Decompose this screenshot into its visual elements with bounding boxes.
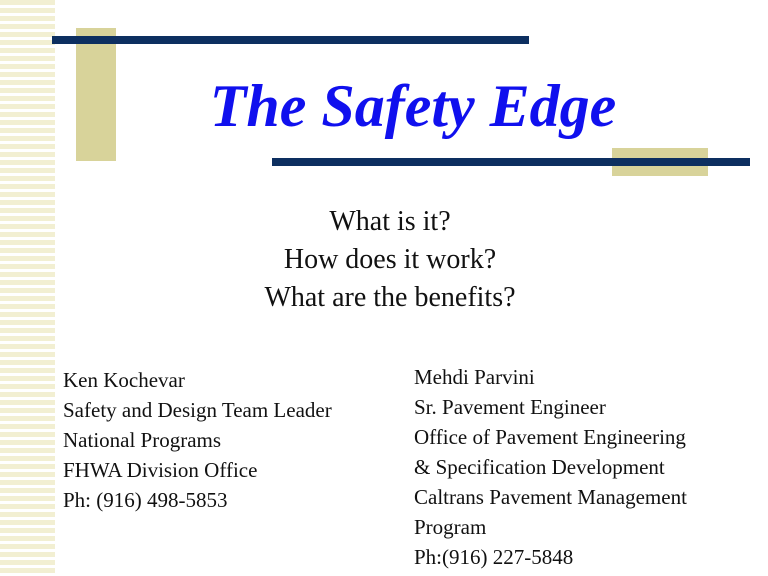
slide-title: The Safety Edge <box>209 73 617 139</box>
presenter-phone: Ph: (916) 498-5853 <box>63 488 228 512</box>
question-list <box>80 203 700 317</box>
presenter-name: Mehdi Parvini <box>414 365 535 389</box>
presenter-role: Sr. Pavement Engineer <box>414 395 606 419</box>
presenter-left-contact <box>63 365 332 515</box>
question-item: What are the benefits? <box>264 282 516 313</box>
bullet-mark <box>36 430 52 460</box>
presenter-program-line1: Caltrans Pavement Management <box>414 485 687 509</box>
presenter-office: FHWA Division Office <box>63 458 258 482</box>
bullet-mark <box>36 370 52 400</box>
decorative-navy-bar-top <box>52 36 529 44</box>
question-item: What is it? <box>329 206 451 237</box>
presenter-phone: Ph:(916) 227-5848 <box>414 545 574 569</box>
question-item: How does it work? <box>283 244 497 275</box>
presenter-right-contact <box>414 362 687 572</box>
bullet-mark <box>36 400 52 430</box>
presenter-role: Safety and Design Team Leader <box>63 398 332 422</box>
presenter-office-line2: & Specification Development <box>414 455 665 479</box>
presenter-name: Ken Kochevar <box>63 368 185 392</box>
faint-bullet-marks <box>36 370 52 490</box>
bullet-mark <box>36 460 52 490</box>
decorative-navy-bar-bottom <box>272 158 750 166</box>
presenter-office-line1: Office of Pavement Engineering <box>414 425 686 449</box>
presenter-group: National Programs <box>63 428 222 452</box>
presenter-program-line2: Program <box>414 515 487 539</box>
